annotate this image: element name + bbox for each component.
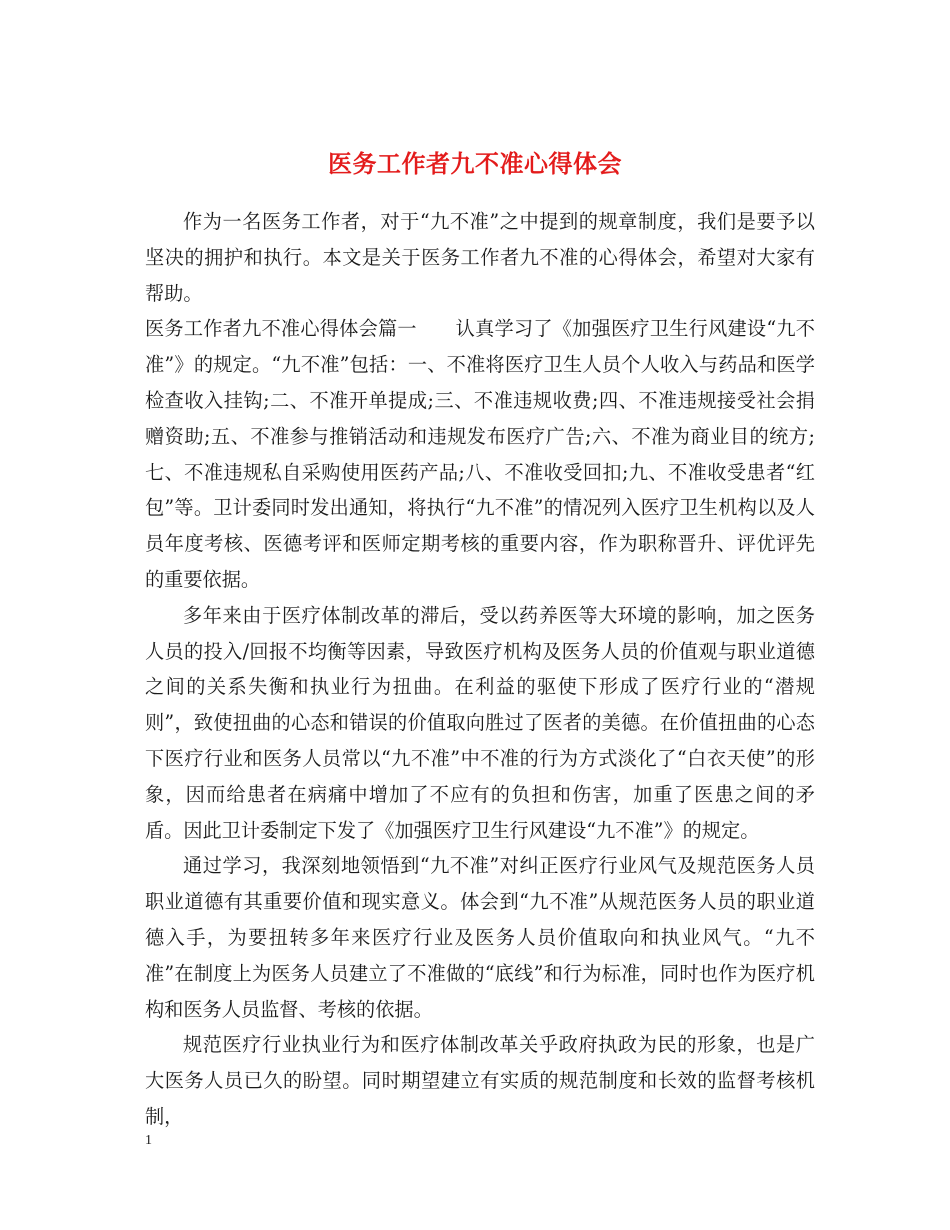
background-paragraph: 多年来由于医疗体制改革的滞后，受以药养医等大环境的影响，加之医务人员的投入/回报不均衡等因素，导致医疗机构及医务人员的价值观与职业道德之间的关系失衡和执业行为扭曲。在利益的驱使下形成了医疗行业的“潜规则”，致使扭曲的心态和错误的价值取向胜过了医者的美德。在价值扭曲的心态下医疗行业和医务人员常以“九不准”中不准的行为方式淡化了“白衣天使”的形象，因而给患者在病痛中增加了不应有的负担和伤害，加重了医患之间的矛盾。因此卫计委制定下发了《加强医疗卫生行风建设“九不准”》的规定。	[145, 603, 815, 842]
intro-paragraph: 作为一名医务工作者，对于“九不准”之中提到的规章制度，我们是要予以坚决的拥护和执行。本文是关于医务工作者九不准的心得体会，希望对大家有帮助。	[145, 210, 815, 305]
document-title: 医务工作者九不准心得体会	[328, 149, 622, 179]
learning-paragraph: 通过学习，我深刻地领悟到“九不准”对纠正医疗行业风气及规范医务人员职业道德有其重要价值和现实意义。体会到“九不准”从规范医务人员的职业道德入手，为要扭转多年来医疗行业及医务人员价值取向和执业风气。“九不准”在制度上为医务人员建立了不准做的“底线”和行为标准，同时也作为医疗机构和医务人员监督、考核的依据。	[145, 854, 815, 1021]
reform-paragraph: 规范医疗行业执业行为和医疗体制改革关乎政府执政为民的形象，也是广大医务人员已久的盼望。同时期望建立有实质的规范制度和长效的监督考核机制，	[145, 1033, 815, 1128]
section-one-paragraph: 医务工作者九不准心得体会篇一 认真学习了《加强医疗卫生行风建设“九不准”》的规定。“九不准”包括：一、不准将医疗卫生人员个人收入与药品和医学检查收入挂钩;二、不准开单提成;三、不准违规收费;四、不准违规接受社会捐赠资助;五、不准参与推销活动和违规发布医疗广告;六、不准为商业目的统方;七、不准违规私自采购使用医药产品;八、不准收受回扣;九、不准收受患者“红包”等。卫计委同时发出通知，将执行“九不准”的情况列入医疗卫生机构以及人员年度考核、医德考评和医师定期考核的重要内容，作为职称晋升、评优评先的重要依据。	[145, 317, 815, 591]
document-body	[145, 204, 815, 1135]
page-number: 1	[145, 1133, 152, 1148]
